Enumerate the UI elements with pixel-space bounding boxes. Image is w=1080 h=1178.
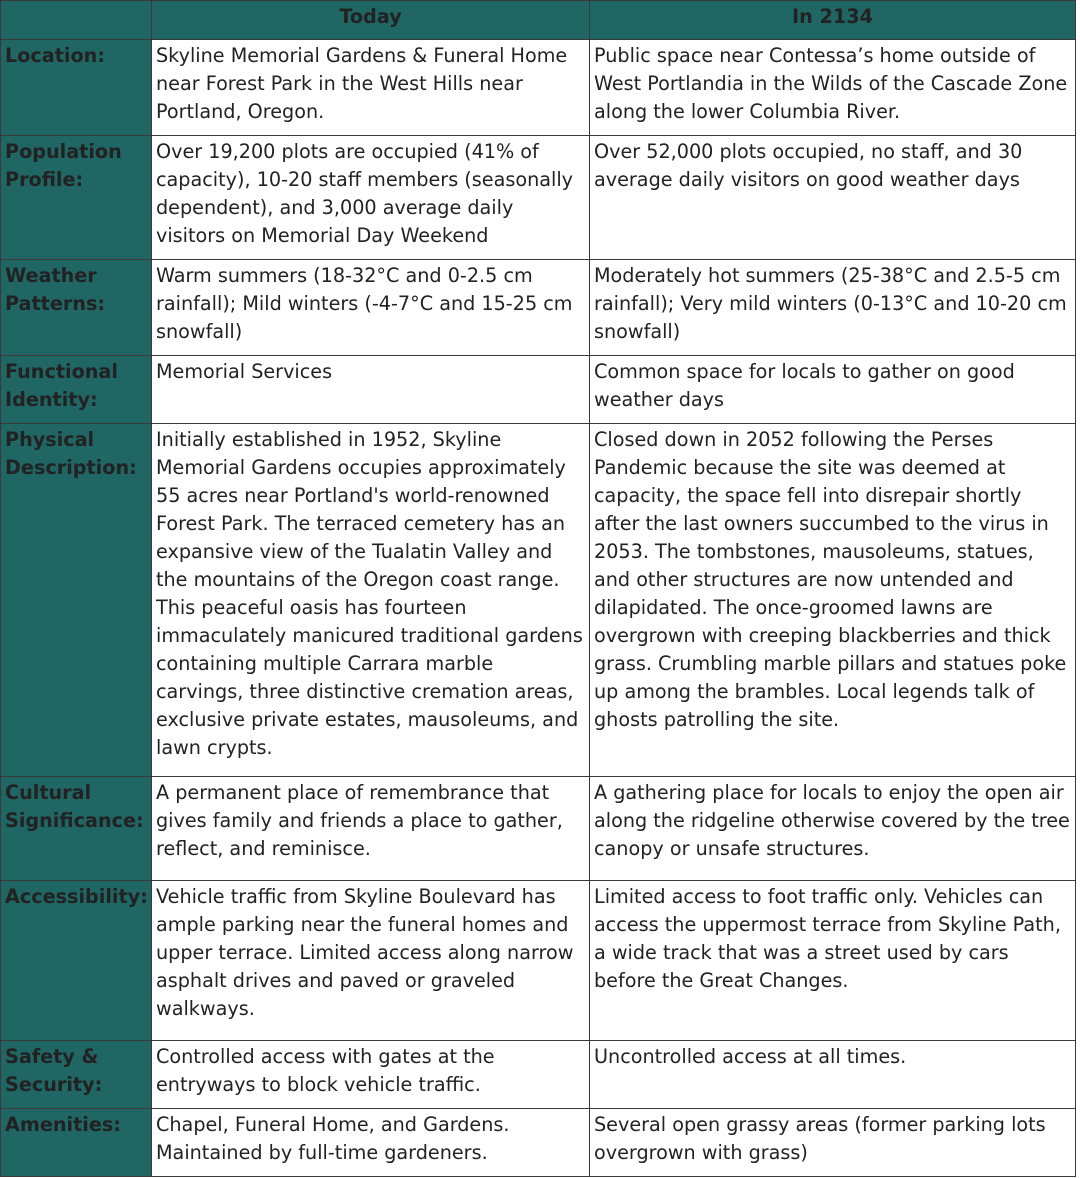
future-cell-accessibility: Limited access to foot traffic only. Vehicles can access the uppermost terrace from Skyline Path, a wide track that was a street used by cars before the Great Changes. xyxy=(590,881,1076,1041)
corner-header xyxy=(1,1,152,40)
future-cell-cultural: A gathering place for locals to enjoy the open air along the ridgeline otherwise covered by the tree canopy or unsafe structures. xyxy=(590,777,1076,881)
row-label-physical: Physical Description: xyxy=(1,424,152,777)
future-cell-population: Over 52,000 plots occupied, no staff, and 30 average daily visitors on good weather days xyxy=(590,136,1076,260)
future-cell-location: Public space near Contessa’s home outside of West Portlandia in the Wilds of the Cascade Zone along the lower Columbia River. xyxy=(590,40,1076,136)
header-row xyxy=(1,1,1076,40)
table-row-cultural xyxy=(1,777,1076,881)
table-row-population xyxy=(1,136,1076,260)
row-label-functional: Functional Identity: xyxy=(1,356,152,424)
table-row-amenities xyxy=(1,1109,1076,1177)
future-cell-amenities: Several open grassy areas (former parking lots overgrown with grass) xyxy=(590,1109,1076,1177)
table-row-physical xyxy=(1,424,1076,777)
today-cell-location: Skyline Memorial Gardens & Funeral Home near Forest Park in the West Hills near Portland, Oregon. xyxy=(152,40,590,136)
future-cell-physical: Closed down in 2052 following the Perses Pandemic because the site was deemed at capacity, the space fell into disrepair shortly after the last owners succumbed to the virus in 2053. The tombstones, mausoleums, statues, and other structures are now untended and dilapidated. The once-groomed lawns are overgrown with creeping blackberries and thick grass. Crumbling marble pillars and statues poke up among the brambles. Local legends talk of ghosts patrolling the site. xyxy=(590,424,1076,777)
today-cell-cultural: A permanent place of remembrance that gives family and friends a place to gather, reflect, and reminisce. xyxy=(152,777,590,881)
today-column-header: Today xyxy=(152,1,590,40)
today-cell-accessibility: Vehicle traffic from Skyline Boulevard has ample parking near the funeral homes and upper terrace. Limited access along narrow asphalt drives and paved or graveled walkways. xyxy=(152,881,590,1041)
future-cell-safety: Uncontrolled access at all times. xyxy=(590,1041,1076,1109)
row-label-location: Location: xyxy=(1,40,152,136)
row-label-weather: Weather Patterns: xyxy=(1,260,152,356)
row-label-safety: Safety & Security: xyxy=(1,1041,152,1109)
today-cell-amenities: Chapel, Funeral Home, and Gardens. Maintained by full-time gardeners. xyxy=(152,1109,590,1177)
table-row-location xyxy=(1,40,1076,136)
today-cell-safety: Controlled access with gates at the entryways to block vehicle traffic. xyxy=(152,1041,590,1109)
table-row-safety xyxy=(1,1041,1076,1109)
row-label-population: Population Profile: xyxy=(1,136,152,260)
today-cell-weather: Warm summers (18-32°C and 0-2.5 cm rainfall); Mild winters (-4-7°C and 15-25 cm snowfall) xyxy=(152,260,590,356)
today-cell-functional: Memorial Services xyxy=(152,356,590,424)
future-column-header: In 2134 xyxy=(590,1,1076,40)
future-cell-functional: Common space for locals to gather on good weather days xyxy=(590,356,1076,424)
row-label-cultural: Cultural Significance: xyxy=(1,777,152,881)
row-label-accessibility: Accessibility: xyxy=(1,881,152,1041)
table-row-accessibility xyxy=(1,881,1076,1041)
today-cell-physical: Initially established in 1952, Skyline Memorial Gardens occupies approximately 55 acres near Portland's world-renowned Forest Park. The terraced cemetery has an expansive view of the Tualatin Valley and the mountains of the Oregon coast range. This peaceful oasis has fourteen immaculately manicured traditional gardens containing multiple Carrara marble carvings, three distinctive cremation areas, exclusive private estates, mausoleums, and lawn crypts. xyxy=(152,424,590,777)
table-row-weather xyxy=(1,260,1076,356)
table-row-functional xyxy=(1,356,1076,424)
row-label-amenities: Amenities: xyxy=(1,1109,152,1177)
today-cell-population: Over 19,200 plots are occupied (41% of capacity), 10-20 staff members (seasonally dependent), and 3,000 average daily visitors on Memorial Day Weekend xyxy=(152,136,590,260)
future-cell-weather: Moderately hot summers (25-38°C and 2.5-5 cm rainfall); Very mild winters (0-13°C and 10-20 cm snowfall) xyxy=(590,260,1076,356)
